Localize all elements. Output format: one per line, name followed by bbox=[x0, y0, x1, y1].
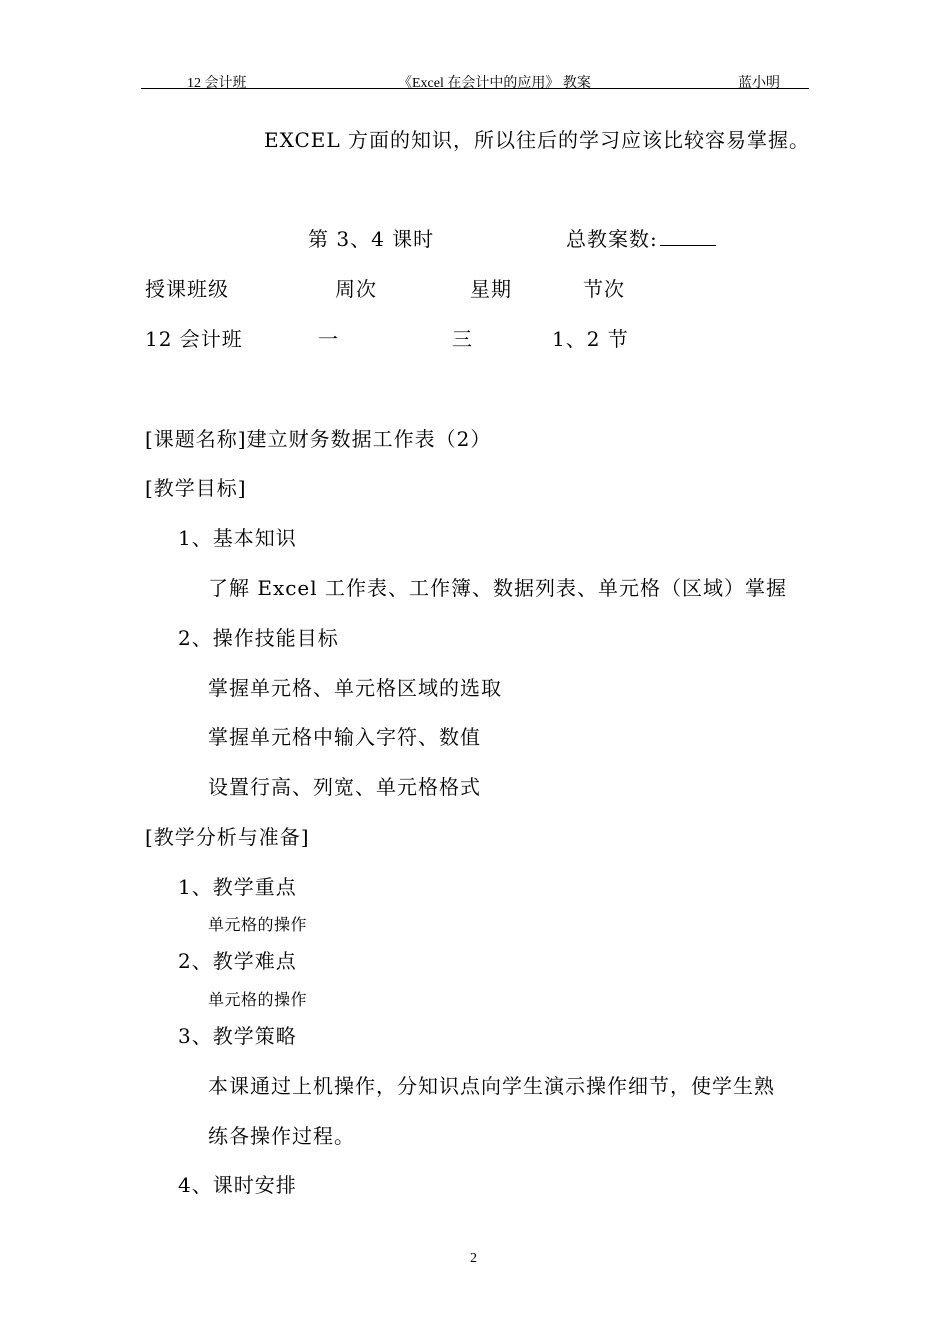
schedule-value-class: 12 会计班 bbox=[145, 327, 243, 351]
objective-2-line-2: 掌握单元格中输入字符、数值 bbox=[208, 725, 481, 749]
objective-2-line-3: 设置行高、列宽、单元格格式 bbox=[208, 775, 481, 799]
schedule-header-weekday: 星期 bbox=[470, 277, 512, 301]
lesson-hours: 第 3、4 课时 bbox=[308, 227, 435, 251]
analysis-strategy-line-1: 本课通过上机操作，分知识点向学生演示操作细节，使学生熟 bbox=[208, 1074, 775, 1098]
objective-2-title: 2、操作技能目标 bbox=[178, 626, 339, 650]
analysis-difficulty-title: 2、教学难点 bbox=[178, 949, 297, 973]
topic-title: [课题名称]建立财务数据工作表（2） bbox=[145, 427, 492, 451]
schedule-header-class: 授课班级 bbox=[145, 277, 229, 301]
analysis-key-text: 单元格的操作 bbox=[208, 915, 308, 934]
objective-1-title: 1、基本知识 bbox=[178, 526, 297, 550]
schedule-value-weekday: 三 bbox=[452, 327, 473, 351]
analysis-key-title: 1、教学重点 bbox=[178, 875, 297, 899]
objective-1-text: 了解 Excel 工作表、工作簿、数据列表、单元格（区域）掌握 bbox=[208, 576, 788, 600]
header-rule bbox=[141, 88, 809, 89]
analysis-difficulty-text: 单元格的操作 bbox=[208, 990, 308, 1009]
header-class-name: 12 会计班 bbox=[187, 76, 247, 91]
schedule-value-period: 1、2 节 bbox=[552, 327, 629, 351]
schedule-header-week: 周次 bbox=[335, 277, 377, 301]
header-course-title: 《Excel 在会计中的应用》 教案 bbox=[398, 76, 591, 91]
lesson-total-blank bbox=[660, 244, 716, 246]
analysis-strategy-line-2: 练各操作过程。 bbox=[208, 1124, 355, 1148]
header-teacher: 蓝小明 bbox=[738, 76, 780, 91]
intro-line: EXCEL 方面的知识，所以往后的学习应该比较容易掌握。 bbox=[264, 128, 811, 152]
schedule-value-week: 一 bbox=[318, 327, 339, 351]
analysis-strategy-title: 3、教学策略 bbox=[178, 1024, 297, 1048]
analysis-heading: [教学分析与准备] bbox=[145, 825, 310, 849]
page-number: 2 bbox=[470, 1251, 477, 1266]
lesson-total-label: 总教案数: bbox=[566, 227, 658, 251]
lesson-total-count bbox=[566, 223, 716, 252]
analysis-arrangement-title: 4、课时安排 bbox=[178, 1173, 297, 1197]
schedule-header-period: 节次 bbox=[583, 277, 625, 301]
objective-2-line-1: 掌握单元格、单元格区域的选取 bbox=[208, 676, 502, 700]
objectives-heading: [教学目标] bbox=[145, 476, 247, 500]
